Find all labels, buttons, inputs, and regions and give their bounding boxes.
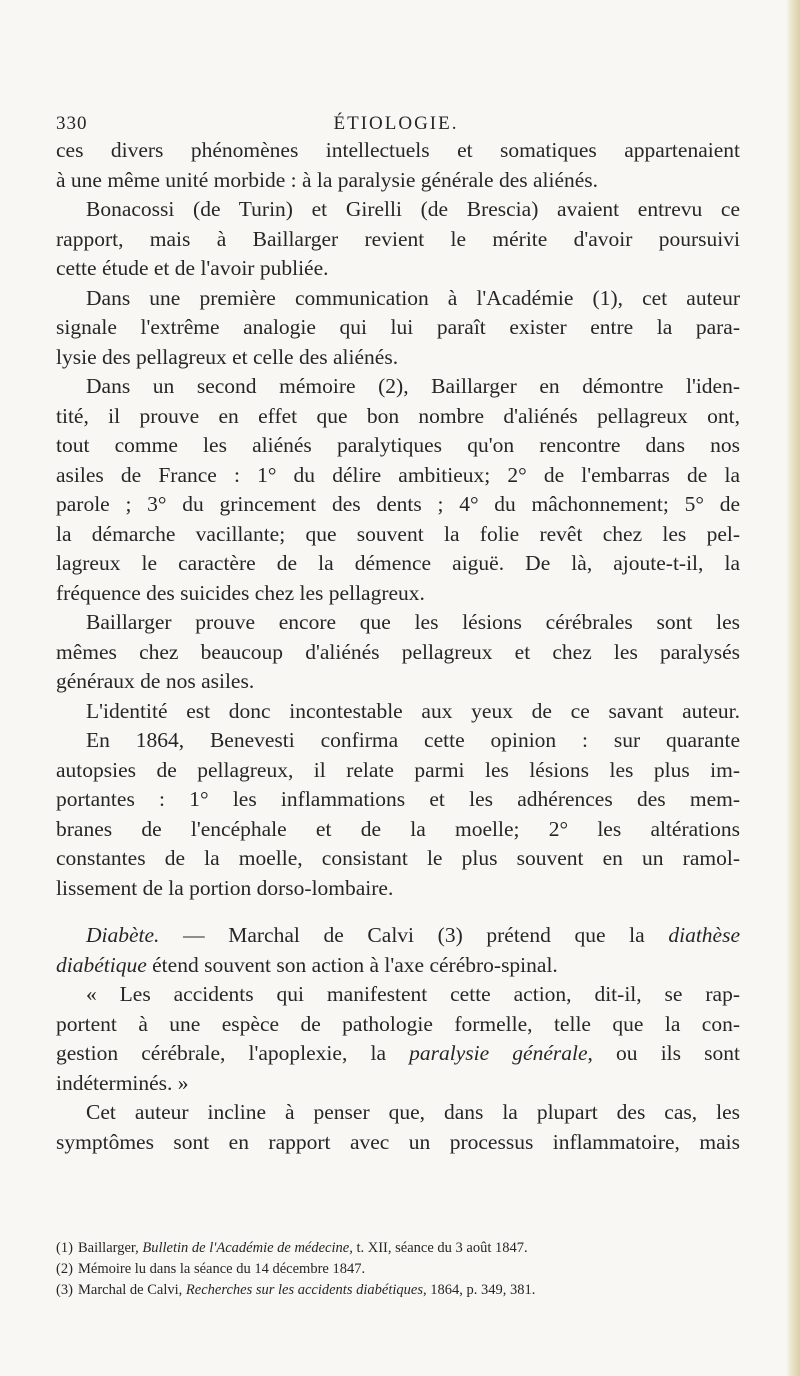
text-line: portantes : 1° les inflammations et les adhérences des mem-: [56, 787, 740, 811]
italic-term: diabétique: [56, 952, 147, 977]
text-line: [56, 1039, 740, 1069]
text-line: autopsies de pellagreux, il relate parmi les lésions les plus im-: [56, 757, 740, 782]
footnote-text: , 1864, p. 349, 381.: [422, 1282, 536, 1298]
text-line: Dans une première communication à l'Académie (1), cet auteur: [86, 285, 740, 310]
text-line: Cet auteur incline à penser que, dans la plupart des cas, les: [86, 1100, 740, 1124]
text-line: L'identité est donc incontestable aux yeux de ce savant auteur.: [86, 698, 740, 723]
footnote-text: , t. XII, séance du 3 août 1847.: [349, 1240, 528, 1256]
footnote-marker: (1): [56, 1240, 73, 1256]
body-text: [56, 136, 740, 1157]
footnote-marker: (3): [56, 1282, 73, 1298]
text-run: , ou ils sont: [587, 1041, 740, 1065]
text-line: mêmes chez beaucoup d'aliénés pellagreux et chez les paralysés: [56, 639, 740, 664]
text-line: la démarche vacillante; que souvent la folie revêt chez les pel-: [56, 521, 740, 546]
text-line: signale l'extrême analogie qui lui paraît exister entre la para-: [56, 315, 740, 339]
italic-term: diathèse: [668, 923, 740, 947]
footnote: [56, 1238, 746, 1259]
running-head: ÉTIOLOGIE.: [333, 113, 459, 134]
page-edge-shadow: [786, 0, 800, 1376]
text-line: En 1864, Benevesti confirma cette opinion : sur quarante: [86, 728, 740, 752]
text-line: symptômes sont en rapport avec un processus inflammatoire, mais: [56, 1129, 740, 1154]
text-line: portent à une espèce de pathologie formelle, telle que la con-: [56, 1011, 740, 1036]
text-run: — Marchal de Calvi (3) prétend que la: [159, 923, 669, 947]
text-line: lagreux le caractère de la démence aiguë. De là, ajoute-t-il, la: [56, 551, 740, 575]
text-line: asiles de France : 1° du délire ambitieux; 2° de l'embarras de la: [56, 462, 740, 487]
footnote-text: Marchal de Calvi,: [78, 1282, 186, 1298]
footnote-marker: (2): [56, 1261, 73, 1277]
text-run: gestion cérébrale, l'apoplexie, la: [56, 1041, 410, 1065]
text-line: Bonacossi (de Turin) et Girelli (de Brescia) avaient entrevu ce: [86, 197, 740, 221]
footnote: [56, 1259, 746, 1280]
text-line: [56, 921, 740, 951]
italic-term: paralysie générale: [409, 1041, 588, 1065]
text-line: généraux de nos asiles.: [56, 669, 255, 693]
page-number: 330: [56, 113, 88, 134]
footnote-text: Mémoire lu dans la séance du 14 décembre 1847.: [78, 1261, 366, 1277]
footnotes: [56, 1238, 746, 1301]
section-heading-diabete: Diabète.: [86, 923, 160, 947]
footnote-title: Recherches sur les accidents diabétiques: [185, 1282, 423, 1298]
text-line: Dans un second mémoire (2), Baillarger en démontre l'iden-: [86, 374, 740, 398]
text-line: cette étude et de l'avoir publiée.: [56, 256, 329, 280]
text-line: constantes de la moelle, consistant le plus souvent en un ramol-: [56, 846, 740, 870]
text-line: Baillarger prouve encore que les lésions cérébrales sont les: [86, 610, 740, 634]
footnote-text: Baillarger,: [78, 1240, 143, 1256]
text-line: [56, 951, 740, 981]
text-line: tout comme les aliénés paralytiques qu'on rencontre dans nos: [56, 433, 740, 457]
footnote: [56, 1280, 746, 1301]
text-line: indéterminés. »: [56, 1070, 189, 1095]
text-line: ces divers phénomènes intellectuels et somatiques appartenaient: [56, 138, 740, 162]
text-line: fréquence des suicides chez les pellagreux.: [56, 580, 425, 605]
text-line: à une même unité morbide : à la paralysie générale des aliénés.: [56, 167, 599, 192]
text-line: branes de l'encéphale et de la moelle; 2° les altérations: [56, 816, 740, 841]
text-run: étend souvent son action à l'axe cérébro-spinal.: [146, 952, 558, 977]
text-line: parole ; 3° du grincement des dents ; 4° du mâchonnement; 5° de: [56, 492, 740, 516]
page-header: [56, 113, 736, 137]
paragraph-gap: [56, 903, 740, 921]
footnote-title: Bulletin de l'Académie de médecine: [142, 1240, 350, 1256]
text-line: « Les accidents qui manifestent cette action, dit-il, se rap-: [86, 982, 740, 1006]
text-line: tité, il prouve en effet que bon nombre d'aliénés pellagreux ont,: [56, 403, 740, 428]
text-line: lysie des pellagreux et celle des aliénés.: [56, 344, 399, 369]
text-line: rapport, mais à Baillarger revient le mérite d'avoir poursuivi: [56, 226, 740, 251]
text-line: lissement de la portion dorso-lombaire.: [56, 875, 394, 900]
